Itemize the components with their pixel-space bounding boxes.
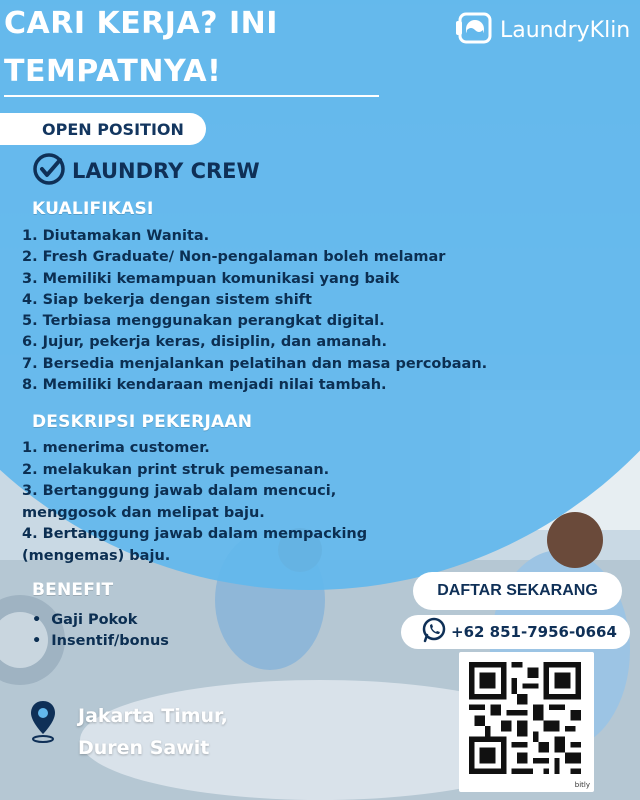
- brand-logo: [456, 12, 630, 48]
- list-item: • Gaji Pokok: [32, 610, 169, 631]
- washing-machine-icon: [456, 12, 494, 48]
- whatsapp-contact[interactable]: [401, 615, 630, 649]
- list-item: (mengemas) baju.: [22, 547, 171, 564]
- headline-line-1: CARI KERJA? INI: [4, 6, 278, 41]
- phone-number: +62 851-7956-0664: [451, 623, 617, 641]
- headline-line-2: TEMPATNYA!: [4, 54, 222, 89]
- map-pin-icon: [30, 700, 56, 748]
- role-title: [32, 152, 260, 190]
- qr-code[interactable]: [459, 652, 594, 792]
- whatsapp-icon: [421, 617, 447, 647]
- list-item: • Insentif/bonus: [32, 631, 169, 652]
- benefit-title: BENEFIT: [32, 580, 114, 600]
- list-item: 6. Jujur, pekerja keras, disiplin, dan amanah.: [22, 334, 387, 351]
- deskripsi-title: DESKRIPSI PEKERJAAN: [32, 412, 253, 432]
- list-item: menggosok dan melipat baju.: [22, 504, 265, 521]
- brand-name: LaundryKlin: [500, 17, 631, 43]
- check-circle-icon: [32, 152, 66, 190]
- deskripsi-list: [22, 438, 367, 567]
- daftar-sekarang-button[interactable]: DAFTAR SEKARANG: [413, 572, 622, 610]
- list-item: 4. Bertanggung jawab dalam mempacking: [22, 526, 368, 542]
- location-line-2: Duren Sawit: [78, 737, 210, 759]
- kualifikasi-title: KUALIFIKASI: [32, 199, 154, 219]
- benefit-list: [32, 610, 169, 652]
- qr-brand-label: bitly: [574, 781, 590, 789]
- location: [30, 700, 228, 764]
- list-item: 5. Terbiasa menggunakan perangkat digital.: [22, 313, 385, 330]
- location-line-1: Jakarta Timur,: [78, 705, 228, 727]
- list-item: 1. Diutamakan Wanita.: [22, 228, 210, 244]
- list-item: 1. menerima customer.: [22, 440, 210, 456]
- list-item: 8. Memiliki kendaraan menjadi nilai tambah.: [22, 377, 387, 394]
- headline: [4, 0, 278, 96]
- list-item: 2. Fresh Graduate/ Non-pengalaman boleh melamar: [22, 249, 446, 266]
- qr-code-image: [469, 662, 581, 774]
- list-item: 2. melakukan print struk pemesanan.: [22, 461, 330, 478]
- list-item: 4. Siap bekerja dengan sistem shift: [22, 291, 312, 308]
- list-item: 3. Memiliki kemampuan komunikasi yang baik: [22, 270, 400, 287]
- headline-underline: [4, 95, 379, 97]
- role-label: LAUNDRY CREW: [72, 159, 260, 183]
- location-text: [78, 700, 228, 764]
- list-item: 7. Bersedia menjalankan pelatihan dan masa percobaan.: [22, 355, 488, 372]
- kualifikasi-list: [22, 226, 487, 396]
- open-position-label: OPEN POSITION: [0, 113, 206, 145]
- list-item: 3. Bertanggung jawab dalam mencuci,: [22, 483, 337, 499]
